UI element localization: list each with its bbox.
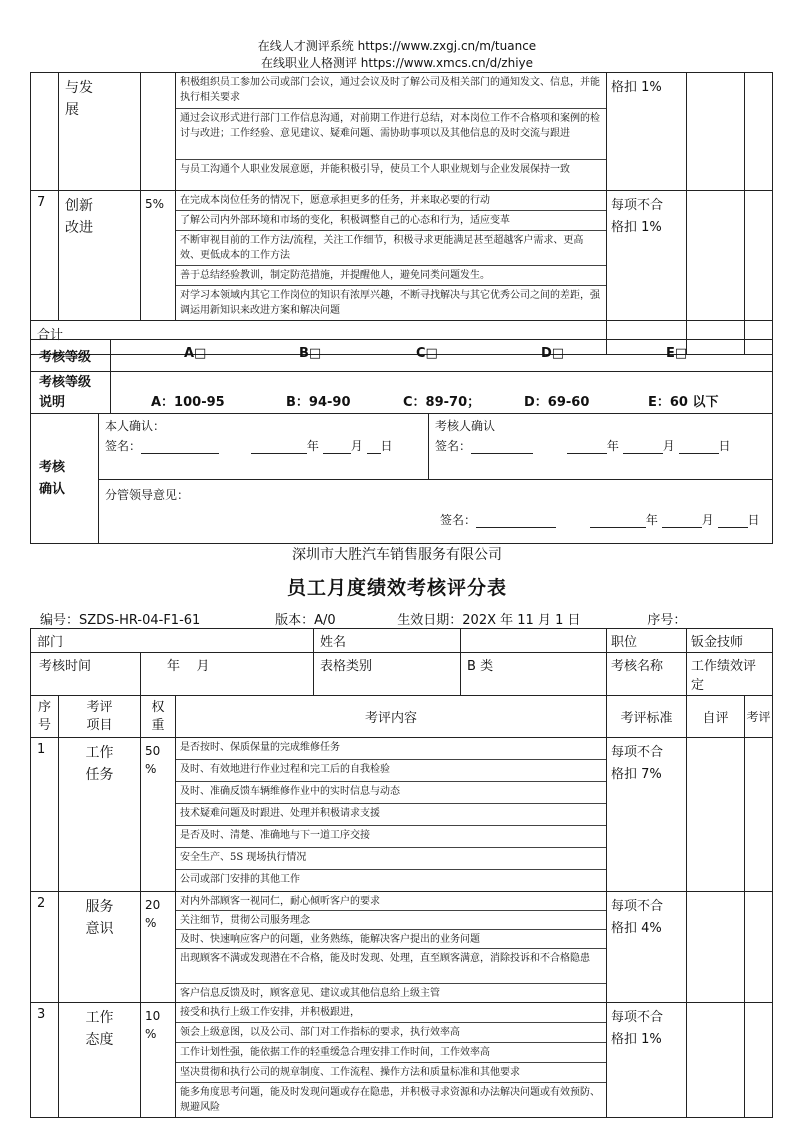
list-item: 不断审视目前的工作方法/流程，关注工作细节，积极寻求更能满足甚至超越客户需求、更高效、更低成本的工作方法 bbox=[176, 231, 606, 266]
list-item: 及时、有效地进行作业过程和完工后的自我检验 bbox=[176, 760, 606, 782]
sign-label: 签名： bbox=[435, 439, 472, 453]
month-label: 月 bbox=[350, 439, 363, 453]
category-innovation: 创新 改进 bbox=[59, 191, 141, 321]
effective-date: 生效日期：202X 年 11 月 1 日 bbox=[397, 613, 581, 628]
day-label: 日 bbox=[718, 439, 731, 453]
year-field[interactable] bbox=[590, 514, 646, 528]
weight: 10 % bbox=[141, 1003, 176, 1118]
day-label: 日 bbox=[380, 439, 393, 453]
day-field[interactable] bbox=[718, 514, 748, 528]
list-item: 领会上级意图，以及公司、部门对工作指标的要求，执行效率高 bbox=[176, 1023, 606, 1043]
month-field[interactable] bbox=[662, 514, 702, 528]
assessor-signature-field[interactable] bbox=[471, 440, 533, 454]
year-label: 年 bbox=[606, 439, 619, 453]
list-item: 对内外部顾客一视同仁，耐心倾听客户的要求 bbox=[176, 892, 606, 911]
grade-desc-label: 考核等级 说明 bbox=[31, 372, 111, 414]
position-label: 职位 bbox=[607, 629, 687, 653]
list-item: 与员工沟通个人职业发展意愿，并能积极引导，使员工个人职业规划与企业发展保持一致 bbox=[180, 164, 570, 175]
weight: 20 % bbox=[141, 892, 176, 1003]
category-continued: 与发 展 bbox=[59, 73, 141, 191]
position-value[interactable]: 钣金技师 bbox=[687, 629, 773, 653]
total-label: 合计 bbox=[31, 321, 607, 355]
grade-c-checkbox[interactable]: C□ bbox=[416, 345, 438, 361]
year-field[interactable] bbox=[567, 440, 607, 454]
row-number: 7 bbox=[31, 191, 59, 321]
header-line-1: 在线人才测评系统 https://www.zxgj.cn/m/tuance bbox=[257, 39, 537, 53]
header-line-2: 在线职业人格测评 https://www.xmcs.cn/d/zhiye bbox=[260, 56, 534, 70]
col-weight-header: 权 重 bbox=[141, 696, 176, 738]
self-confirm-cell bbox=[99, 414, 429, 480]
year-field[interactable] bbox=[251, 440, 307, 454]
category-work-task: 工作 任务 bbox=[59, 738, 141, 892]
assess-name-value[interactable]: 工作绩效评定 bbox=[687, 653, 773, 696]
innovation-items bbox=[176, 191, 607, 321]
sign-label: 签名： bbox=[105, 439, 142, 453]
top-table bbox=[30, 72, 773, 355]
list-item: 对学习本领域内其它工作岗位的知识有浓厚兴趣，不断寻找解决与其它优秀公司之间的差距，强调运用新知识来改进方案和解决问题 bbox=[180, 290, 600, 316]
assessor-confirm-label: 考核人确认 bbox=[435, 419, 496, 433]
month-field[interactable] bbox=[323, 440, 351, 454]
form-code: 编号：SZDS-HR-04-F1-61 bbox=[40, 613, 201, 628]
self-score-cell[interactable] bbox=[687, 73, 745, 191]
col-assess-header: 考评 bbox=[745, 696, 773, 738]
list-item: 了解公司内外部环境和市场的变化，积极调整自己的心态和行为，适应变革 bbox=[176, 211, 606, 231]
form-version: 版本：A/0 bbox=[275, 613, 336, 628]
month-label: 月 bbox=[662, 439, 675, 453]
month-label: 月 bbox=[701, 513, 714, 527]
day-label: 日 bbox=[747, 513, 760, 527]
continued-items bbox=[176, 73, 607, 191]
list-item: 能多角度思考问题，能及时发现问题或存在隐患，并积极寻求资源和办法解决问题或有效预防、规避风险 bbox=[180, 1087, 600, 1113]
list-item: 及时、快速响应客户的问题，业务熟练，能解决客户提出的业务问题 bbox=[176, 930, 606, 949]
page-title: 员工月度绩效考核评分表 bbox=[286, 577, 507, 599]
list-item: 客户信息反馈及时，顾客意见、建议或其他信息给上级主管 bbox=[180, 988, 440, 999]
assessor-confirm-cell bbox=[429, 414, 773, 480]
col-seq-header: 序 号 bbox=[31, 696, 59, 738]
year-label: 年 bbox=[306, 439, 319, 453]
form-meta bbox=[40, 609, 686, 628]
grade-desc-c: C：89-70； bbox=[403, 395, 481, 410]
self-confirm-label: 本人确认： bbox=[105, 419, 166, 433]
assess-score-cell[interactable] bbox=[745, 1003, 773, 1118]
self-score-cell[interactable] bbox=[687, 1003, 745, 1118]
standard: 每项不合 格扣 4% bbox=[607, 892, 687, 1003]
standard-innovation: 每项不合 格扣 1% bbox=[607, 191, 687, 321]
list-item: 关注细节，贯彻公司服务理念 bbox=[176, 911, 606, 930]
period-value[interactable]: 年 月 bbox=[141, 653, 314, 696]
form-type-value[interactable]: B 类 bbox=[461, 653, 607, 696]
self-score-cell[interactable] bbox=[687, 892, 745, 1003]
list-item: 是否及时、清楚、准确地与下一道工序交接 bbox=[176, 826, 606, 848]
grade-table bbox=[30, 339, 773, 414]
year-label: 年 bbox=[645, 513, 658, 527]
list-item: 积极组织员工参加公司或部门会议，通过会议及时了解公司及相关部门的通知发文、信息，并能执行相关要求 bbox=[176, 73, 606, 109]
confirm-table bbox=[30, 413, 773, 544]
name-field[interactable] bbox=[461, 629, 607, 653]
day-field[interactable] bbox=[367, 440, 381, 454]
col-self-header: 自评 bbox=[687, 696, 745, 738]
self-score-cell[interactable] bbox=[687, 191, 745, 321]
standard: 每项不合 格扣 1% bbox=[607, 1003, 687, 1118]
name-label: 姓名 bbox=[314, 629, 461, 653]
period-label: 考核时间 bbox=[31, 653, 141, 696]
list-item: 是否按时、保质保量的完成维修任务 bbox=[176, 738, 606, 760]
list-item: 坚决贯彻和执行公司的规章制度、工作流程、操作方法和质量标准和其他要求 bbox=[176, 1063, 606, 1083]
leader-signature-field[interactable] bbox=[476, 514, 556, 528]
row-number: 3 bbox=[31, 1003, 59, 1118]
category-service: 服务 意识 bbox=[59, 892, 141, 1003]
grade-desc-d: D：69-60 bbox=[524, 395, 590, 410]
grade-desc-b: B：94-90 bbox=[286, 395, 351, 410]
list-item: 接受和执行上级工作安排，并积极跟进， bbox=[176, 1003, 606, 1023]
assess-score-cell[interactable] bbox=[745, 191, 773, 321]
grade-label: 考核等级 bbox=[31, 340, 111, 372]
col-standard-header: 考评标准 bbox=[607, 696, 687, 738]
grade-e-checkbox[interactable]: E□ bbox=[666, 345, 688, 361]
company-name: 深圳市大胜汽车销售服务有限公司 bbox=[292, 547, 502, 563]
assess-name-label: 考核名称 bbox=[607, 653, 687, 696]
month-field[interactable] bbox=[623, 440, 663, 454]
list-item: 技术疑难问题及时跟进、处理并积极请求支援 bbox=[176, 804, 606, 826]
evaluation-table bbox=[30, 628, 773, 1118]
list-item: 出现顾客不满或发现潜在不合格，能及时发现、处理，直至顾客满意，消除投诉和不合格隐患 bbox=[176, 949, 606, 984]
self-signature-field[interactable] bbox=[141, 440, 219, 454]
attitude-items bbox=[176, 1003, 607, 1118]
standard: 每项不合 格扣 7% bbox=[607, 738, 687, 892]
weight: 5% bbox=[141, 191, 176, 321]
dept-label: 部门 bbox=[31, 629, 314, 653]
leader-opinion-label: 分管领导意见： bbox=[105, 488, 190, 502]
list-item: 善于总结经验教训，制定防范措施，并提醒他人，避免同类问题发生。 bbox=[176, 266, 606, 286]
list-item: 通过会议形式进行部门工作信息沟通，对前期工作进行总结，对本岗位工作不合格项和案例的检讨与改进；工作经验、意见建议、疑难问题、需协助事项以及其他信息的及时交流与跟进 bbox=[176, 109, 606, 160]
list-item: 工作计划性强，能依据工作的轻重缓急合理安排工作时间，工作效率高 bbox=[176, 1043, 606, 1063]
form-type-label: 表格类别 bbox=[314, 653, 461, 696]
grade-a-checkbox[interactable]: A□ bbox=[184, 345, 207, 361]
assess-score-cell[interactable] bbox=[745, 892, 773, 1003]
sequence-label: 序号： bbox=[647, 613, 687, 628]
list-item: 在完成本岗位任务的情况下，愿意承担更多的任务，并来取必要的行动 bbox=[176, 191, 606, 211]
sign-label: 签名： bbox=[440, 513, 477, 527]
list-item: 及时、准确反馈车辆维修作业中的实时信息与动态 bbox=[176, 782, 606, 804]
day-field[interactable] bbox=[679, 440, 719, 454]
self-score-cell[interactable] bbox=[687, 738, 745, 892]
grade-d-checkbox[interactable]: D□ bbox=[541, 345, 565, 361]
confirm-label: 考核 确认 bbox=[31, 414, 99, 544]
row-number: 1 bbox=[31, 738, 59, 892]
row-number: 2 bbox=[31, 892, 59, 1003]
assess-score-cell[interactable] bbox=[745, 73, 773, 191]
col-item-header: 考评 项目 bbox=[59, 696, 141, 738]
grade-desc-a: A：100-95 bbox=[151, 395, 225, 410]
leader-opinion-cell[interactable] bbox=[99, 480, 773, 544]
grade-desc-e: E：60 以下 bbox=[648, 395, 719, 410]
work-task-items bbox=[176, 738, 607, 892]
col-content-header: 考评内容 bbox=[176, 696, 607, 738]
assess-score-cell[interactable] bbox=[745, 738, 773, 892]
list-item: 安全生产、5S 现场执行情况 bbox=[176, 848, 606, 870]
grade-b-checkbox[interactable]: B□ bbox=[299, 345, 322, 361]
list-item: 公司或部门安排的其他工作 bbox=[180, 874, 300, 885]
standard-continued: 格扣 1% bbox=[607, 73, 687, 191]
weight: 50 % bbox=[141, 738, 176, 892]
service-items bbox=[176, 892, 607, 1003]
category-attitude: 工作 态度 bbox=[59, 1003, 141, 1118]
